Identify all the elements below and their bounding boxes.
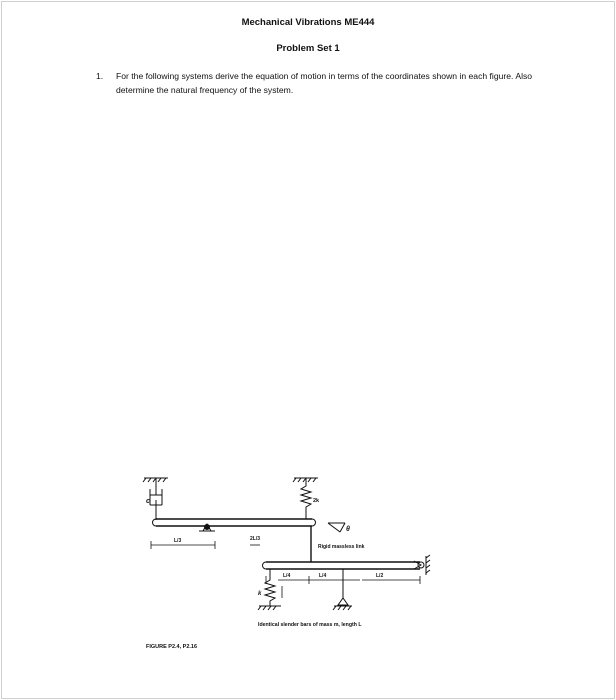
bars-note: Identical slender bars of mass m, length L [258,622,362,628]
figure-caption: FIGURE P2.4, P2.16 [146,644,198,650]
rigid-link-label: Rigid massless link [318,544,365,550]
spring-2k-label: 2k [313,498,320,504]
spring-2k [301,478,311,519]
spring-k [265,569,275,606]
wall-support-right [414,555,430,575]
dim-label-l3: L/3 [174,538,182,544]
pin-support-upper [199,524,215,531]
damper-left [150,478,162,520]
dim-label-l4-b: L/4 [319,573,327,579]
angle-marker [328,523,345,532]
document-title: Mechanical Vibrations ME444 [241,17,375,28]
document-subtitle: Problem Set 1 [276,43,340,54]
dim-label-l4-a: L/4 [283,573,291,579]
dim-label-l2: L/2 [376,573,384,579]
ground-lower-left [258,606,281,610]
problem-number: 1. [96,71,104,81]
problem-text: For the following systems derive the equation of motion in terms of the coordinates shown in each figure. Also determine the natural frequency of the system. [116,71,533,95]
pin-support-lower [333,569,352,610]
dim-label-2l3: 2L/3 [250,536,261,542]
spring-k-label: k [258,591,262,597]
upper-bar [153,519,316,526]
lower-bar [263,562,421,569]
angle-label: θ [346,526,350,533]
damper-label: c [146,498,150,505]
